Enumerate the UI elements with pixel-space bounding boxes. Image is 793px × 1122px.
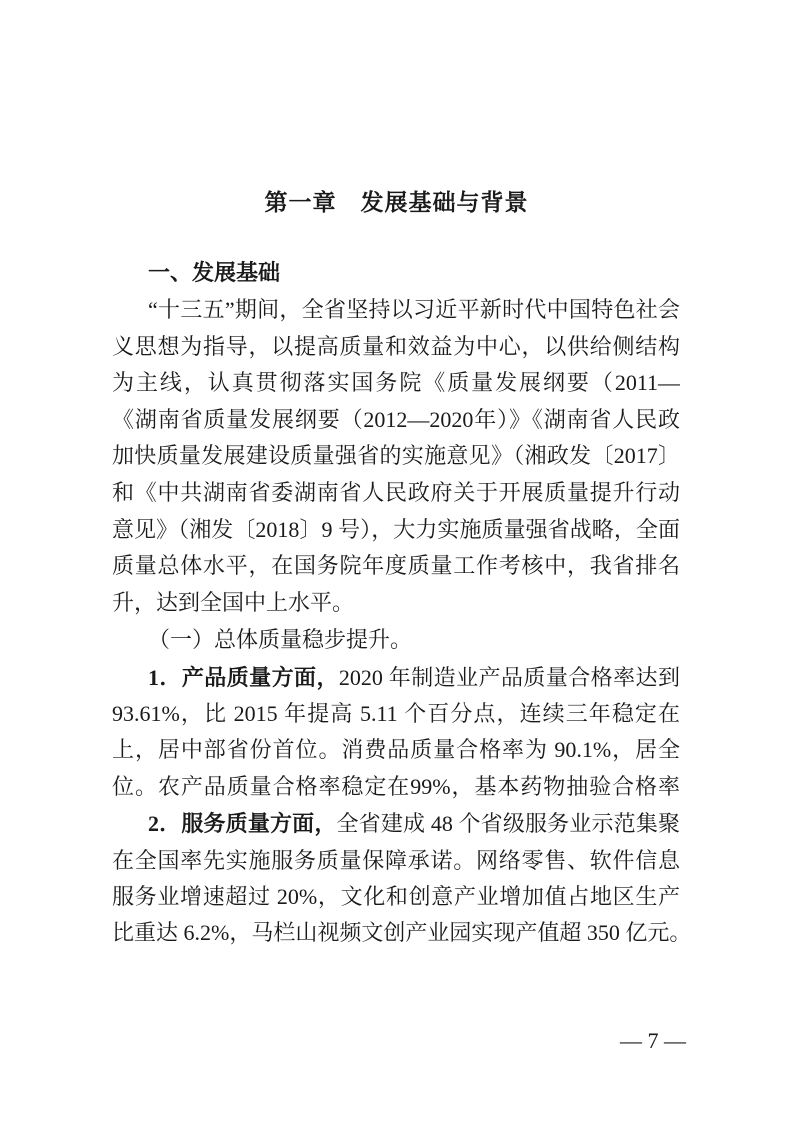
item1-lead: 1．产品质量方面， xyxy=(148,665,339,690)
item2-line: 比重达 6.2%，马栏山视频文创产业园实现产值超 350 亿元。 xyxy=(112,920,692,945)
intro-line: 升，达到全国中上水平。 xyxy=(112,590,355,615)
subsection-heading: （一）总体质量稳步提升。 xyxy=(148,627,413,652)
intro-line: “十三五”期间，全省坚持以习近平新时代中国特色社会 xyxy=(148,297,680,322)
item2-line: 服务业增速超过 20%，文化和创意产业增加值占地区生产 xyxy=(112,884,680,909)
item2-lead: 2．服务质量方面， xyxy=(148,811,337,836)
item1-first-line xyxy=(148,665,680,691)
section-heading: 一、发展基础 xyxy=(148,260,281,285)
item2-first-line xyxy=(148,811,680,837)
item2-first-rest: 全省建成 48 个省级服务业示范集聚 xyxy=(336,811,680,836)
item2-line: 在全国率先实施服务质量保障承诺。网络零售、软件信息 xyxy=(112,848,680,873)
chapter-title: 第一章 发展基础与背景 xyxy=(264,190,529,215)
intro-line: 为主线，认真贯彻落实国务院《质量发展纲要（2011— xyxy=(112,370,680,395)
intro-line: 质量总体水平，在国务院年度质量工作考核中，我省排名 xyxy=(112,553,680,578)
item1-first-rest: 2020 年制造业产品质量合格率达到 xyxy=(338,665,680,690)
intro-line: 《湖南省质量发展纲要（2012—2020年）》《湖南省人民政 xyxy=(112,407,680,432)
page-number: — 7 — xyxy=(620,1028,686,1053)
item1-line: 位。农产品质量合格率稳定在99%，基本药物抽验合格率 xyxy=(112,774,680,799)
item1-line: 93.61%，比 2015 年提高 5.11 个百分点，连续三年稳定在 xyxy=(112,701,680,726)
intro-line: 义思想为指导，以提高质量和效益为中心，以供给侧结构 xyxy=(112,334,680,359)
intro-line: 意见》（湘发〔2018〕9 号），大力实施质量强省战略，全面 xyxy=(112,517,680,542)
intro-line: 和《中共湖南省委湖南省人民政府关于开展质量提升行动 xyxy=(112,480,680,505)
intro-line: 加快质量发展建设质量强省的实施意见》（湘政发〔2017〕 xyxy=(112,443,680,468)
item1-line: 上，居中部省份首位。消费品质量合格率为 90.1%，居全 xyxy=(112,737,680,762)
